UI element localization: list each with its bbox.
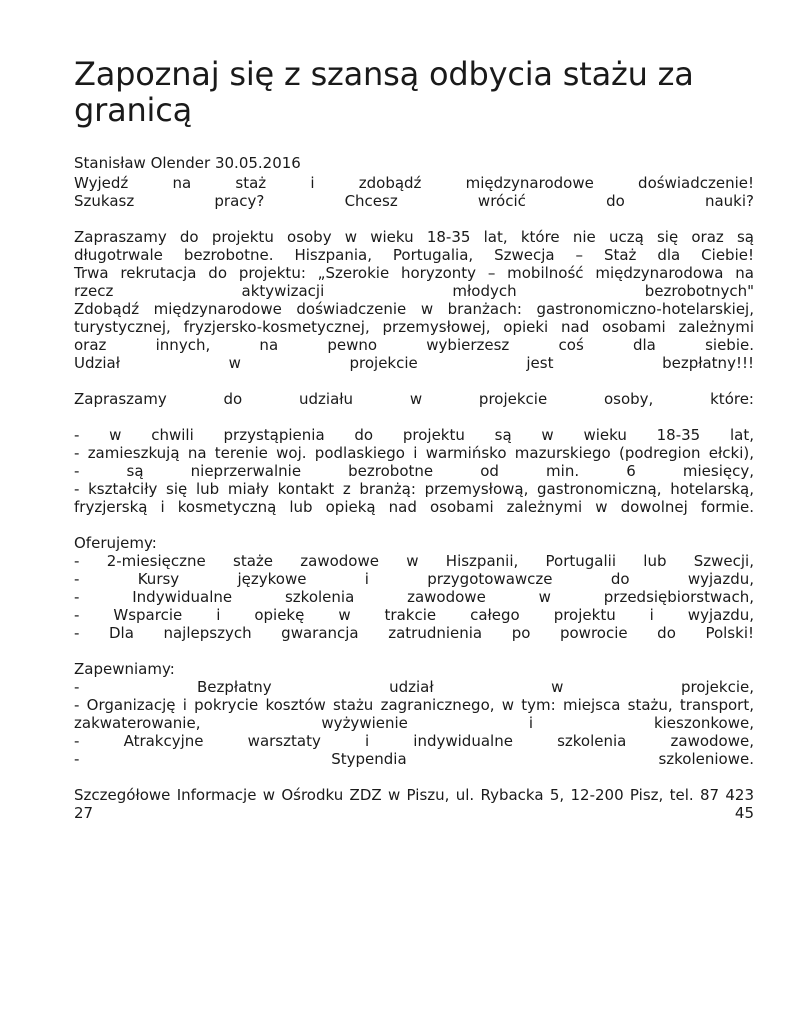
text-line: długotrwale bezrobotne. Hiszpania, Portugalia, Szwecja – Staż dla Ciebie! — [74, 246, 754, 264]
text-line: fryzjerską i kosmetyczną lub opieką nad osobami zależnymi w dowolnej formie. — [74, 498, 754, 516]
text-line: Zapraszamy do projektu osoby w wieku 18-35 lat, które nie uczą się oraz są — [74, 228, 754, 246]
article-title: Zapoznaj się z szansą odbycia stażu za granicą — [74, 55, 694, 129]
article-body — [74, 174, 754, 822]
document-page — [74, 0, 754, 822]
text-line: rzecz aktywizacji młodych bezrobotnych" — [74, 282, 754, 300]
blank-line — [74, 210, 754, 228]
text-line: Wyjedź na staż i zdobądź międzynarodowe doświadczenie! — [74, 174, 754, 192]
blank-line — [74, 516, 754, 534]
text-line: oraz innych, na pewno wybierzesz coś dla siebie. — [74, 336, 754, 354]
text-line: - Atrakcyjne warsztaty i indywidualne szkolenia zawodowe, — [74, 732, 754, 750]
blank-line — [74, 768, 754, 786]
text-line: - Organizację i pokrycie kosztów stażu zagranicznego, w tym: miejsca stażu, transport, — [74, 696, 754, 714]
text-line: - Wsparcie i opiekę w trakcie całego projektu i wyjazdu, — [74, 606, 754, 624]
text-line: - Kursy językowe i przygotowawcze do wyjazdu, — [74, 570, 754, 588]
text-line: - zamieszkują na terenie woj. podlaskiego i warmińsko mazurskiego (podregion ełcki), — [74, 444, 754, 462]
text-line: Szczegółowe Informacje w Ośrodku ZDZ w Piszu, ul. Rybacka 5, 12-200 Pisz, tel. 87 423 — [74, 786, 754, 804]
blank-line — [74, 372, 754, 390]
text-line: - Indywidualne szkolenia zawodowe w przedsiębiorstwach, — [74, 588, 754, 606]
text-line: - 2-miesięczne staże zawodowe w Hiszpanii, Portugalii lub Szwecji, — [74, 552, 754, 570]
text-line: Zapewniamy: — [74, 660, 175, 678]
text-line: - kształciły się lub miały kontakt z branżą: przemysłową, gastronomiczną, hotelarską, — [74, 480, 754, 498]
text-line: - Dla najlepszych gwarancja zatrudnienia po powrocie do Polski! — [74, 624, 754, 642]
blank-line — [74, 408, 754, 426]
text-line: Szukasz pracy? Chcesz wrócić do nauki? — [74, 192, 754, 210]
text-line: - Bezpłatny udział w projekcie, — [74, 678, 754, 696]
blank-line — [74, 642, 754, 660]
author-date: Stanisław Olender 30.05.2016 — [74, 154, 301, 172]
text-line: Zapraszamy do udziału w projekcie osoby, które: — [74, 390, 754, 408]
text-line: turystycznej, fryzjersko-kosmetycznej, przemysłowej, opieki nad osobami zależnymi — [74, 318, 754, 336]
text-line: Zdobądź międzynarodowe doświadczenie w branżach: gastronomiczno-hotelarskiej, — [74, 300, 754, 318]
text-line: Trwa rekrutacja do projektu: „Szerokie horyzonty – mobilność międzynarodowa na — [74, 264, 754, 282]
text-line: zakwaterowanie, wyżywienie i kieszonkowe, — [74, 714, 754, 732]
text-line: Udział w projekcie jest bezpłatny!!! — [74, 354, 754, 372]
text-line: 27 45 — [74, 804, 754, 822]
text-line: - są nieprzerwalnie bezrobotne od min. 6 miesięcy, — [74, 462, 754, 480]
text-line: - w chwili przystąpienia do projektu są w wieku 18-35 lat, — [74, 426, 754, 444]
text-line: - Stypendia szkoleniowe. — [74, 750, 754, 768]
text-line: Oferujemy: — [74, 534, 157, 552]
